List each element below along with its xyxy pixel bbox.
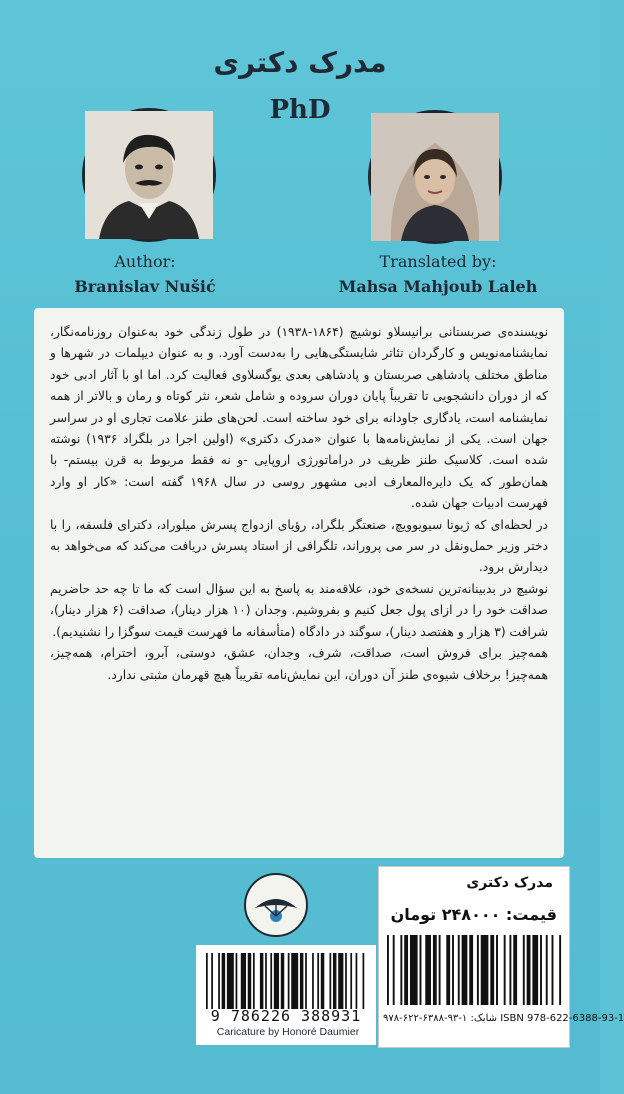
barcode-bar: [288, 953, 290, 1009]
barcode-bar: [265, 953, 267, 1009]
barcode-bar: [410, 935, 418, 1005]
barcode-bar: [300, 953, 303, 1009]
barcode-bar: [260, 953, 263, 1009]
barcode-bar: [393, 935, 395, 1005]
barcode-bar: [532, 935, 538, 1005]
barcode-bars: [206, 953, 366, 1009]
barcode-bar: [400, 935, 402, 1005]
barcode-bar: [462, 935, 468, 1005]
barcode-digits: 9 786226 388931: [210, 1007, 362, 1025]
barcode-bar: [312, 953, 314, 1009]
barcode-bar: [317, 953, 319, 1009]
barcode-bar: [329, 953, 331, 1009]
barcode-bar: [387, 935, 389, 1005]
barcode-bar: [504, 935, 506, 1005]
translator-name: Mahsa Mahjoub Laleh: [338, 277, 538, 296]
barcode-bar: [523, 935, 525, 1005]
barcode-bar: [241, 953, 246, 1009]
book-title-persian: مدرک دکتری: [213, 46, 387, 79]
blurb-paragraph: در لحظه‌ای که ژیوتا سیویوویچ، صنعتگر بلگراد، رؤیای ازدواج پسرش میلوراد، دکترای فلسفه، را با دختر وزیر حمل‌ونقل در سر می پروراند، تلگرافی از استاد پسرش دریافت می‌کند که می‌خواهد به دیدارش برود.: [50, 517, 548, 575]
barcode-bar: [356, 953, 358, 1009]
barcode-bar: [420, 935, 422, 1005]
barcode-bar: [425, 935, 431, 1005]
barcode-bar: [206, 953, 208, 1009]
barcode-bar: [321, 953, 324, 1009]
translator-portrait: [368, 110, 502, 244]
barcode-bar: [513, 935, 517, 1005]
translator-credit: [318, 252, 558, 296]
author-portrait-illustration: [85, 111, 213, 239]
barcode-bar: [490, 935, 494, 1005]
author-role-label: Author:: [114, 252, 176, 271]
sticker-isbn: شابک: ۱-۹۳-۶۳۸۸-۶۲۲-۹۷۸ ISBN 978-622-6388-93-1: [383, 1013, 624, 1024]
barcode-bar: [439, 935, 441, 1005]
blurb-text: [34, 308, 564, 686]
translator-role-label: Translated by:: [379, 252, 497, 271]
barcode-bar: [477, 935, 479, 1005]
barcode-bar: [345, 953, 347, 1009]
barcode-bar: [481, 935, 489, 1005]
translator-portrait-illustration: [371, 113, 499, 241]
blurb-paragraph: نوشیچ در بدبینانه‌ترین نسخه‌ی خود، علاقه‌مند به پاسخ به این سؤال است که ما تا چه حد حاضریم صداقت خود را در ازای پول جعل کنیم و بفروشیم. وجدان (۱۰ هزار دینار)، صداقت (۶ هزار دینار)، شرافت (۳ هزار و هفتصد دینار)، سوگند در دادگاه (متأسفانه ما فهرست قیمت سوگزا را نشنیدیم).: [50, 581, 548, 639]
barcode-bar: [218, 953, 220, 1009]
barcode-bar: [559, 935, 561, 1005]
barcode-bar: [253, 953, 255, 1009]
sticker-barcode: [387, 935, 563, 1005]
barcode-bar: [509, 935, 511, 1005]
barcode-bar: [281, 953, 284, 1009]
publisher-logo-icon: [243, 872, 309, 938]
barcode-bar: [227, 953, 234, 1009]
barcode-bar: [552, 935, 554, 1005]
barcode-bar: [305, 953, 307, 1009]
barcode-bar: [363, 953, 365, 1009]
blurb-paragraph: نویسنده‌ی صربستانی برانیسلاو نوشیچ (۱۸۶۴-۱۹۳۸) در طول زندگی خود به‌عنوان روزنامه‌نگار، نمایشنامه‌نویس و کارگردان تئاتر شایستگی‌هایی را به‌دست آورد. و به عنوان دیپلمات در شهرها و مناطق مختلف پادشاهی صربستان و پادشاهی بعدی یوگسلاوی فعالیت کرد. اما او با آثار ادبی خود که از دوران دانشجویی تا تقریباً پایان دوران سروده و شامل شعر، نثر کوتاه و رمان و بالاتر از همه نمایشنامه است، یادگاری جاودانه برای خود ساخته است. لحن‌های طنز علامت تجاری او در سراسر جهان است. یکی از نمایش‌نامه‌ها با عنوان «مدرک دکتری» (اولین اجرا در بلگراد ۱۹۳۶) نوشته شده است. کلاسیک طنز ظریف در دراماتورژی اروپایی -و نه فقط مربوط به قرن بیستم- با همان‌طور که یک دایره‌المعارف ادبی مشهور روسی در سال ۱۹۶۸ گفته است: «کار او وارد فهرست ادبیات جهان شده.: [50, 325, 549, 511]
book-title-english: PhD: [269, 95, 331, 125]
barcode-bar: [404, 935, 408, 1005]
barcode-bar: [540, 935, 542, 1005]
barcode-bar: [248, 953, 251, 1009]
author-portrait: [82, 108, 216, 242]
barcode-bar: [270, 953, 272, 1009]
sticker-price: قیمت: ۲۴۸۰۰۰ تومان: [390, 905, 557, 924]
barcode-bar: [274, 953, 279, 1009]
caricature-credit: Caricature by Honoré Daumier: [216, 1026, 360, 1038]
barcode-bar: [211, 953, 213, 1009]
author-name: Branislav Nušić: [74, 277, 216, 296]
barcode-bar: [338, 953, 343, 1009]
barcode-bar: [222, 953, 225, 1009]
barcode-bar: [236, 953, 238, 1009]
sticker-title: مدرک دکتری: [466, 875, 553, 891]
barcode-bar: [452, 935, 454, 1005]
barcode-bar: [546, 935, 548, 1005]
barcode-bar: [446, 935, 450, 1005]
barcode-bar: [527, 935, 531, 1005]
blurb-panel: [34, 308, 564, 858]
barcode-bar: [350, 953, 352, 1009]
barcode-bar: [433, 935, 437, 1005]
barcode-bar: [496, 935, 498, 1005]
price-sticker: [378, 866, 624, 1048]
barcode-bar: [333, 953, 336, 1009]
barcode-bar: [291, 953, 298, 1009]
blurb-paragraph: همه‌چیز برای فروش است، صداقت، شرف، وجدان، عشق، دوستی، آبرو، احترام، همه‌چیز، همه‌چیز! برخلاف شیوه‌ی طنز آن دوران، این نمایش‌نامه تقریباً هیچ قهرمان مثبتی ندارد.: [50, 646, 548, 682]
barcode-bar: [458, 935, 460, 1005]
author-credit: [40, 252, 250, 296]
barcode-bar: [469, 935, 473, 1005]
